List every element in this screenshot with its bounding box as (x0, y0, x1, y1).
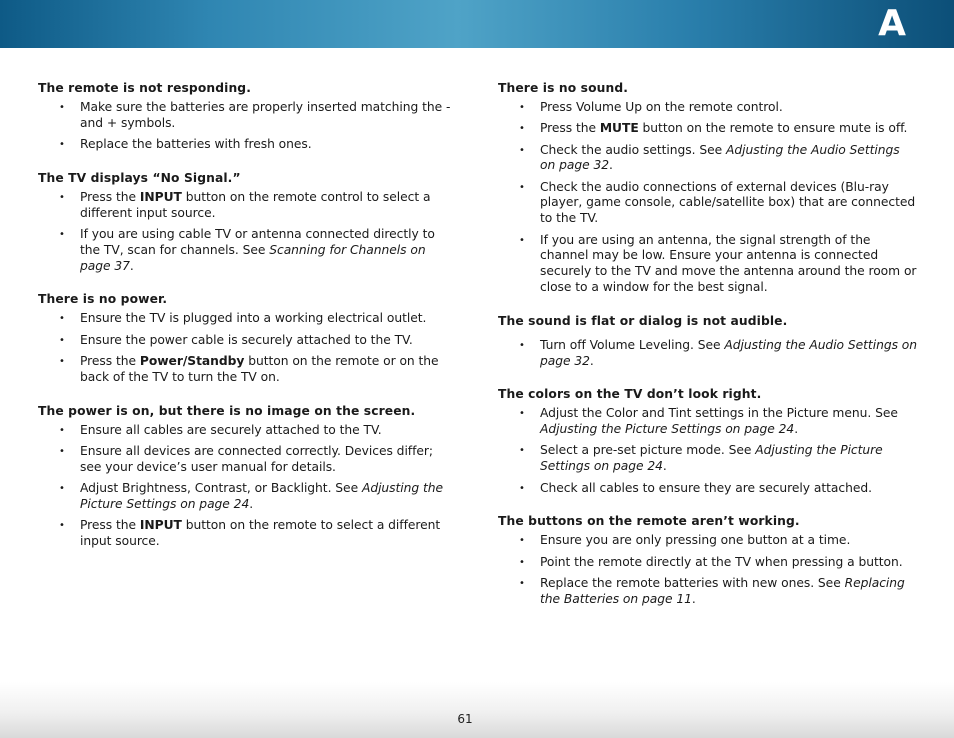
item-text: If you are using an antenna, the signal strength of the channel may be low. Ensure your antenna is connected securely to the TV and move the antenna around the room or close to a window for the best signal. (540, 232, 917, 294)
item-text: . (589, 353, 594, 368)
item-text: Check the audio settings. See (540, 142, 727, 157)
item-text: button on the remote or on the back of the TV to turn the TV on. (80, 353, 439, 384)
troubleshooting-section (38, 170, 458, 274)
item-text: . (609, 158, 613, 173)
item-text: Ensure the TV is plugged into a working electrical outlet. (80, 311, 427, 326)
bullet-icon: • (519, 339, 525, 351)
troubleshooting-section (498, 386, 918, 496)
bullet-list (38, 190, 458, 274)
bullet-icon: • (59, 191, 65, 203)
left-column (38, 80, 458, 567)
cross-reference-text: Adjusting the Picture Settings on page 24 (540, 422, 795, 437)
button-name-text: INPUT (139, 189, 182, 204)
bullet-icon: • (519, 408, 525, 420)
list-item (38, 354, 458, 386)
bullet-list (498, 406, 918, 496)
list-item (498, 121, 918, 137)
item-text: Press the (540, 121, 600, 136)
cross-reference-text: Adjusting the Audio Settings on page 32 (540, 142, 900, 173)
cross-reference-text: Adjusting the Picture Settings on page 24 (540, 443, 883, 474)
bullet-list (498, 338, 918, 370)
item-text: Replace the remote batteries with new ones. See (540, 575, 845, 590)
item-text: Adjust Brightness, Contrast, or Backlight. See (80, 480, 362, 495)
bullet-list (38, 423, 458, 550)
bullet-icon: • (519, 123, 525, 135)
bullet-icon: • (59, 313, 65, 325)
button-name-text: INPUT (139, 518, 182, 533)
section-title: There is no sound. (498, 81, 629, 95)
item-text: button on the remote to select a different input source. (80, 518, 441, 548)
cross-reference-text: Adjusting the Picture Settings on page 24 (80, 480, 444, 511)
chapter-letter: A (878, 3, 906, 44)
item-text: Replace the batteries with fresh ones. (80, 137, 312, 152)
cross-reference-text: Scanning for Channels on page 37 (80, 242, 426, 273)
list-item (38, 227, 458, 274)
list-item (38, 333, 458, 349)
list-item (498, 443, 918, 475)
list-item (498, 100, 918, 116)
item-text: Adjust the Color and Tint settings in the Picture menu. See (540, 406, 898, 421)
item-text: Ensure all cables are securely attached to the TV. (80, 422, 382, 437)
cross-reference-text: Adjusting the Audio Settings on page 32 (540, 337, 918, 368)
bullet-list (38, 100, 458, 153)
bullet-icon: • (59, 445, 65, 457)
item-text: Turn off Volume Leveling. See (540, 337, 725, 352)
list-item (498, 481, 918, 497)
bullet-list (38, 311, 458, 385)
bullet-icon: • (519, 181, 525, 193)
cross-reference-text: Replacing the Batteries on page 11 (540, 575, 905, 606)
bullet-icon: • (59, 334, 65, 346)
bullet-icon: • (519, 535, 525, 547)
bullet-icon: • (59, 520, 65, 532)
item-text: Check the audio connections of external devices (Blu-ray player, game console, cable/satellite box) that are connected to the TV. (540, 179, 916, 226)
item-text: Point the remote directly at the TV when pressing a button. (540, 554, 903, 569)
button-name-text: Power/Standby (139, 353, 245, 368)
page-number: 61 (457, 712, 473, 726)
bullet-icon: • (519, 482, 525, 494)
section-title: The colors on the TV don’t look right. (498, 387, 762, 402)
bullet-icon: • (519, 144, 525, 156)
troubleshooting-section (38, 80, 458, 153)
item-text: . (129, 258, 134, 273)
bullet-list (498, 533, 918, 607)
item-text: . (794, 422, 799, 437)
section-title: The sound is flat or dialog is not audible. (498, 313, 788, 328)
right-column (498, 80, 918, 625)
item-text: button on the remote control to select a different input source. (80, 189, 431, 220)
section-title: The remote is not responding. (38, 81, 251, 95)
troubleshooting-section (38, 403, 458, 550)
section-title: The power is on, but there is no image on the screen. (38, 403, 416, 418)
bullet-icon: • (59, 228, 65, 240)
troubleshooting-section (498, 80, 918, 296)
item-text: Ensure you are only pressing one button at a time. (540, 533, 851, 548)
list-item (498, 180, 918, 227)
list-item (498, 233, 918, 296)
bullet-icon: • (519, 577, 525, 589)
bullet-icon: • (519, 445, 525, 457)
list-item (498, 533, 918, 549)
item-text: Make sure the batteries are properly inserted matching the - and + symbols. (80, 100, 451, 130)
list-item (498, 576, 918, 608)
list-item (38, 518, 458, 550)
item-text: Press the (80, 353, 140, 368)
bullet-icon: • (59, 355, 65, 367)
bullet-icon: • (519, 102, 525, 113)
section-title: There is no power. (38, 292, 168, 307)
bullet-icon: • (59, 482, 65, 494)
troubleshooting-section (38, 291, 458, 385)
item-text: button on the remote to ensure mute is off. (638, 121, 908, 136)
header-bar (0, 0, 954, 48)
bullet-icon: • (59, 139, 65, 151)
list-item (38, 190, 458, 222)
list-item (498, 555, 918, 571)
item-text: Press the (80, 189, 140, 204)
item-text: If you are using cable TV or antenna connected directly to the TV, scan for channels. See (80, 226, 435, 257)
list-item (498, 406, 918, 438)
item-text: Press Volume Up on the remote control. (540, 100, 783, 114)
bullet-icon: • (59, 424, 65, 436)
item-text: Press the (80, 518, 140, 533)
item-text: Ensure the power cable is securely attached to the TV. (80, 332, 413, 347)
footer-bar (0, 682, 954, 738)
item-text: . (691, 591, 696, 606)
list-item (38, 311, 458, 327)
list-item (38, 481, 458, 513)
bullet-list (498, 100, 918, 296)
item-text: Select a pre-set picture mode. See (540, 443, 756, 458)
list-item (38, 137, 458, 153)
section-title: The buttons on the remote aren’t working. (498, 514, 800, 529)
item-text: . (662, 459, 667, 474)
section-title: The TV displays “No Signal.” (38, 170, 241, 185)
troubleshooting-section (498, 313, 918, 370)
button-name-text: MUTE (599, 121, 639, 136)
bullet-icon: • (519, 556, 525, 568)
item-text: Check all cables to ensure they are securely attached. (540, 480, 872, 495)
bullet-icon: • (519, 234, 525, 246)
list-item (38, 100, 458, 132)
troubleshooting-section (498, 513, 918, 607)
list-item (38, 444, 458, 476)
list-item (498, 143, 918, 175)
item-text: Ensure all devices are connected correctly. Devices differ; see your device’s user manual for details. (80, 443, 433, 474)
list-item (498, 338, 918, 370)
item-text: . (249, 496, 254, 511)
list-item (38, 423, 458, 439)
bullet-icon: • (59, 102, 65, 113)
